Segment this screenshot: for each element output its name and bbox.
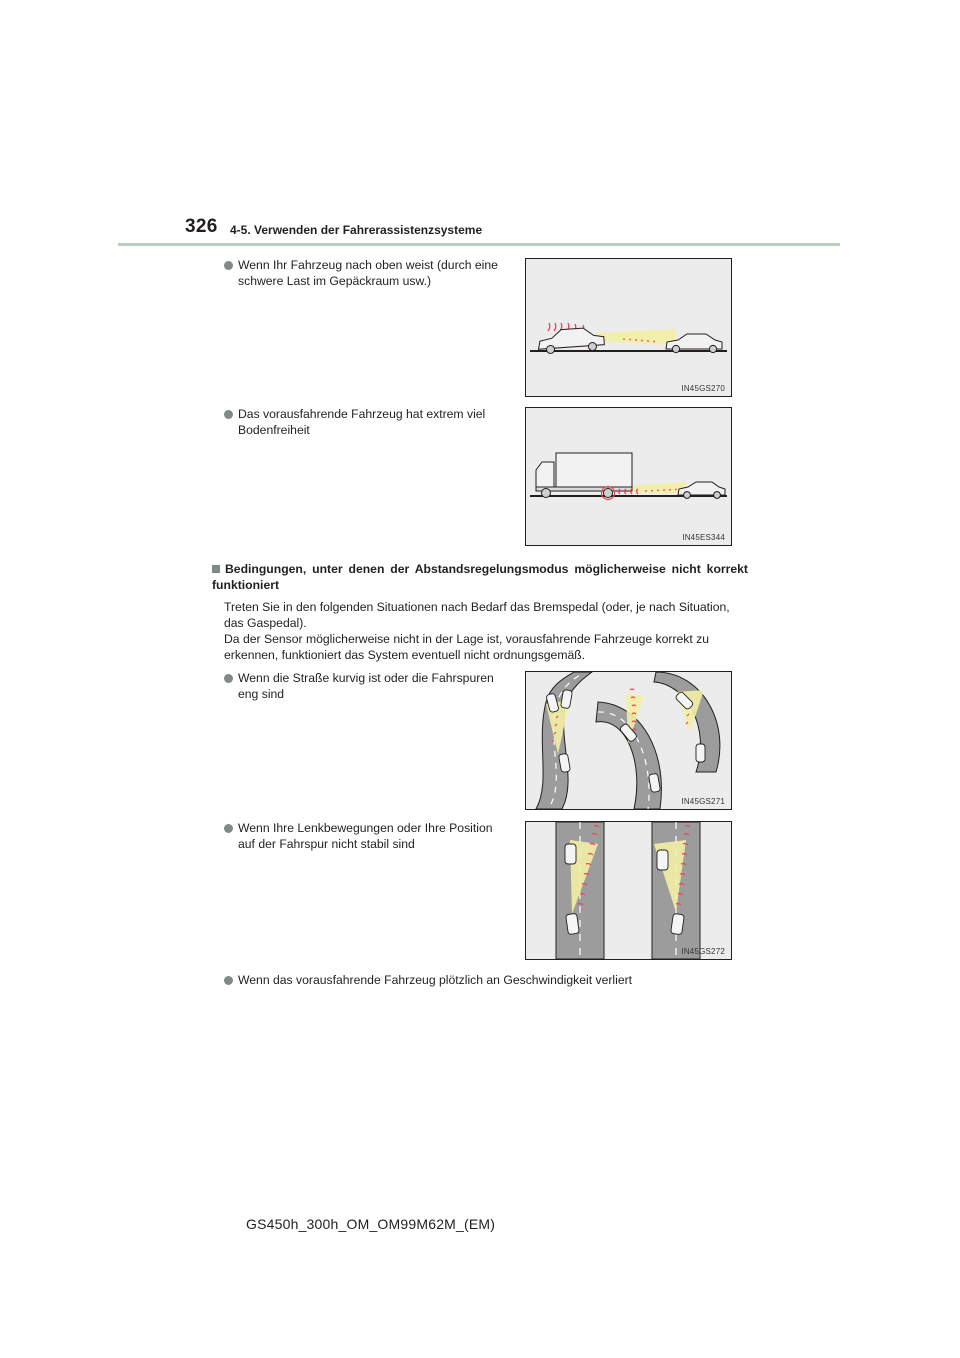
bullet-text-line: Wenn Ihre Lenkbewegungen oder Ihre Position: [238, 821, 493, 835]
bullet-text-line: Wenn Ihr Fahrzeug nach oben weist (durch eine: [238, 258, 498, 272]
page-number: 326: [185, 216, 218, 237]
figure-code: IN45GS272: [681, 947, 725, 956]
bullet-item-curvy-road: [224, 670, 514, 702]
figure-unstable-lane-position: [525, 821, 732, 960]
bullet-icon: [224, 674, 233, 683]
bullet-text-line: Das vorausfahrende Fahrzeug hat extrem viel: [238, 407, 486, 421]
bullet-text-line: auf der Fahrspur nicht stabil sind: [238, 837, 415, 851]
paragraph-line: das Gaspedal).: [224, 616, 307, 630]
figure-code: IN45ES344: [682, 533, 725, 542]
bullet-icon: [224, 261, 233, 270]
document-code: GS450h_300h_OM_OM99M62M_(EM): [246, 1216, 496, 1232]
bullet-item-unstable-steering: [224, 820, 514, 852]
bullet-text-line: Wenn die Straße kurvig ist oder die Fahrspuren: [238, 671, 494, 685]
paragraph-line: Treten Sie in den folgenden Situationen nach Bedarf das Bremspedal (oder, je nach Situation,: [224, 600, 730, 614]
bullet-item-high-ground-clearance: [224, 406, 514, 438]
bullet-icon: [224, 976, 233, 985]
header-rule: [118, 243, 840, 246]
bullet-item-vehicle-pointing-up: [224, 257, 514, 289]
paragraph-line: erkennen, funktioniert das System eventuell nicht ordnungsgemäß.: [224, 648, 586, 662]
bullet-text-line: eng sind: [238, 687, 285, 701]
bullet-item-sudden-deceleration: [224, 972, 748, 988]
bullet-icon: [224, 824, 233, 833]
square-bullet-icon: [212, 565, 220, 573]
paragraph-line: Da der Sensor möglicherweise nicht in der Lage ist, vorausfahrende Fahrzeuge korrekt zu: [224, 632, 710, 646]
subsection-paragraph: [224, 599, 748, 663]
bullet-text-line: Bodenfreiheit: [238, 423, 310, 437]
figure-vehicle-tilted-up: [525, 258, 732, 397]
section-title: 4-5. Verwenden der Fahrerassistenzsysteme: [230, 223, 483, 237]
subsection-title: Bedingungen, unter denen der Abstandsregelungsmodus möglicherweise nicht korrekt funktioniert: [212, 562, 748, 592]
figure-truck-high-clearance: [525, 407, 732, 546]
bullet-text-line: Wenn das vorausfahrende Fahrzeug plötzlich an Geschwindigkeit verliert: [238, 973, 633, 987]
figure-code: IN45GS271: [681, 797, 725, 806]
bullet-text-line: schwere Last im Gepäckraum usw.): [238, 274, 432, 288]
figure-code: IN45GS270: [681, 384, 725, 393]
bullet-icon: [224, 410, 233, 419]
figure-curvy-road: [525, 671, 732, 810]
